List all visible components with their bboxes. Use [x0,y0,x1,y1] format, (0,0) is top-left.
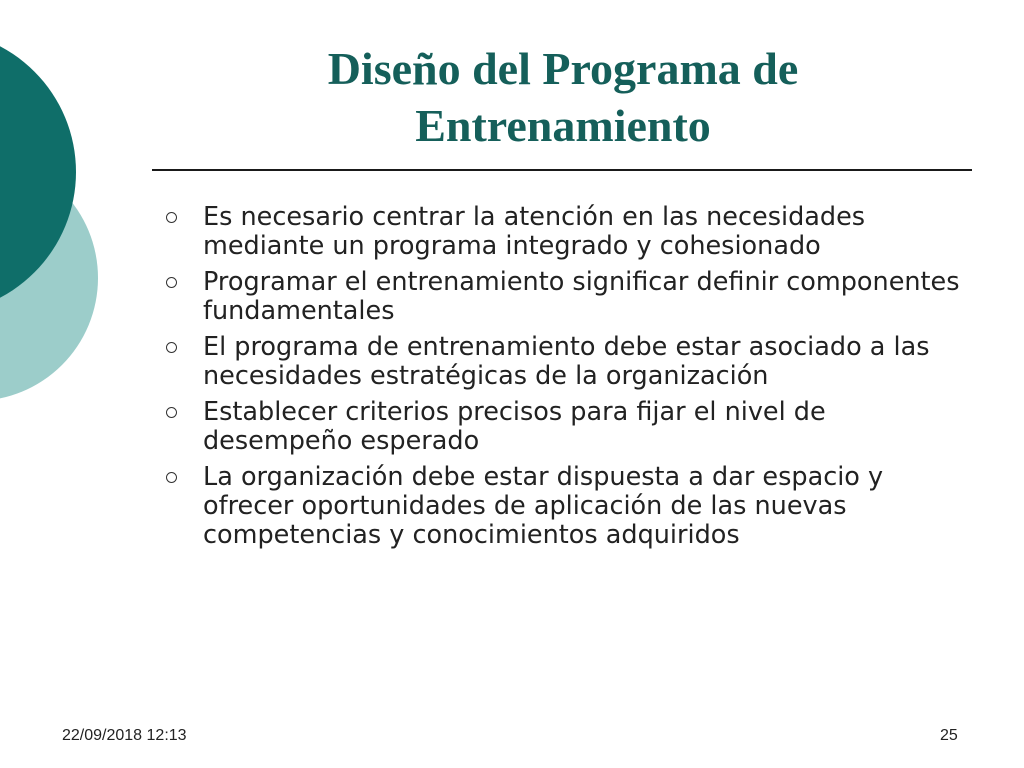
bullet-text: La organización debe estar dispuesta a dar espacio y ofrecer oportunidades de aplicación de las nuevas competencias y conocimientos adquiridos [203,462,884,550]
bullet-item [160,398,970,456]
hollow-circle-bullet-icon [166,342,177,353]
footer-date: 22/09/2018 12:13 [62,727,187,744]
bullet-text: Programar el entrenamiento significar definir componentes fundamentales [203,267,960,326]
bullet-item [160,463,970,550]
bullet-list [160,203,970,557]
title-divider [152,169,972,171]
bullet-text: Es necesario centrar la atención en las necesidades mediante un programa integrado y cohesionado [203,202,866,261]
hollow-circle-bullet-icon [166,407,177,418]
bullet-text: Establecer criterios precisos para fijar el nivel de desempeño esperado [203,397,826,456]
bullet-item [160,333,970,391]
bullet-text: El programa de entrenamiento debe estar asociado a las necesidades estratégicas de la organización [203,332,930,391]
hollow-circle-bullet-icon [166,277,177,288]
footer-page-number: 25 [940,727,958,744]
slide-title-line-1: Diseño del Programa de [327,43,799,94]
slide-title-line-2: Entrenamiento [415,100,711,151]
bullet-item [160,203,970,261]
bullet-item [160,268,970,326]
hollow-circle-bullet-icon [166,472,177,483]
slide-title [150,40,976,154]
hollow-circle-bullet-icon [166,212,177,223]
